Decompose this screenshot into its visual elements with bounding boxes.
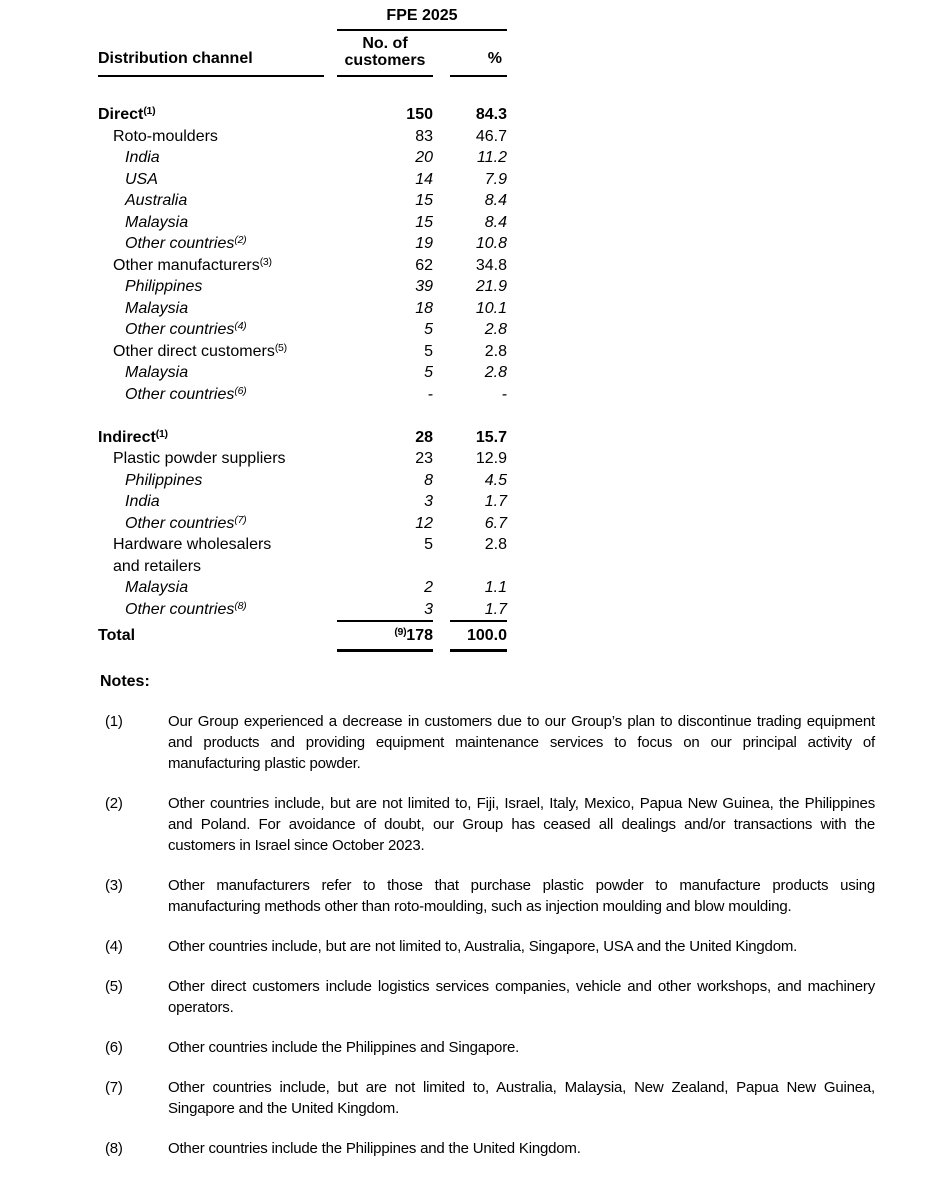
row-customers-value: 15 — [415, 213, 433, 231]
table-row — [98, 126, 507, 148]
note-text: Other countries include the Philippines and Singapore. — [168, 1038, 520, 1056]
table-row — [98, 534, 507, 577]
note-item — [98, 1077, 877, 1119]
table-row — [98, 491, 507, 513]
note-item — [98, 793, 877, 856]
row-column-gap — [433, 255, 450, 277]
row-percent-value: 100.0 — [450, 625, 507, 652]
note-item — [98, 976, 877, 1018]
column-header-percent: % — [450, 49, 507, 77]
row-column-gap — [433, 448, 450, 470]
row-label: Malaysia — [125, 364, 189, 381]
row-column-gap — [433, 319, 450, 341]
note-text: Other countries include, but are not limited to, Fiji, Israel, Italy, Mexico, Papua New Guinea, the Philippines and Poland. For avoidance of doubt, our Group has ceased all dealings and/or transactions with the customers in Israel since October 2023. — [168, 794, 875, 854]
row-customers-value: 20 — [415, 149, 433, 166]
table-row — [98, 513, 507, 535]
row-label: Indirect$^{(1)}$ — [98, 427, 168, 446]
row-column-gap — [433, 362, 450, 384]
row-customers-value: 14 — [415, 170, 433, 188]
row-label: Malaysia — [125, 579, 189, 596]
row-percent-value: 1.7 — [450, 599, 507, 623]
row-label: Total — [98, 627, 136, 644]
table-row — [98, 212, 507, 234]
row-column-gap — [433, 599, 450, 623]
table-row — [98, 470, 507, 492]
row-percent-value: 10.1 — [475, 299, 507, 317]
row-percent-value: 8.4 — [484, 192, 507, 209]
row-percent-value: 2.8 — [484, 321, 507, 338]
note-item — [98, 936, 877, 957]
row-percent-value: 1.7 — [484, 493, 507, 510]
note-text: Our Group experienced a decrease in customers due to our Group’s plan to discontinue trading equipment and products and providing equipment maintenance services to focus on our principal activity of manufacturing plastic powder. — [168, 712, 875, 772]
table-row — [98, 233, 507, 255]
note-item — [98, 1037, 877, 1058]
table-row — [98, 255, 507, 277]
row-customers-value: - — [427, 385, 433, 403]
table-body — [98, 104, 507, 652]
note-number: (2) — [105, 794, 123, 812]
notes-list — [98, 711, 877, 1159]
row-customers-value: 5 — [424, 342, 433, 360]
notes-section — [98, 673, 877, 1159]
row-customers-value: 5 — [424, 536, 433, 553]
row-percent-value: 84.3 — [475, 106, 507, 123]
note-text: Other direct customers include logistics services companies, vehicle and other workshops, and machinery operators. — [168, 977, 875, 1016]
row-percent-value: 1.1 — [484, 579, 507, 596]
row-label: Other direct customers$^{(5)}$ — [113, 341, 287, 360]
row-column-gap — [433, 169, 450, 191]
table-row — [98, 319, 507, 341]
row-column-gap — [433, 147, 450, 169]
row-percent-value: 8.4 — [484, 213, 507, 231]
note-text: Other manufacturers refer to those that purchase plastic powder to manufacture products using manufacturing methods other than roto-moulding, such as injection moulding and blow moulding. — [168, 876, 875, 915]
row-percent-value: 4.5 — [484, 471, 507, 489]
table-row — [98, 362, 507, 384]
row-column-gap — [433, 190, 450, 212]
table-row — [98, 341, 507, 363]
row-column-gap — [433, 298, 450, 320]
table-row — [98, 169, 507, 191]
row-customers-value: 8 — [424, 471, 433, 489]
row-percent-value: 2.8 — [484, 342, 507, 360]
row-column-gap — [433, 104, 450, 126]
note-number: (5) — [105, 977, 123, 995]
table-row — [98, 190, 507, 212]
table-row — [98, 384, 507, 406]
note-number: (1) — [105, 712, 123, 730]
row-column-gap — [433, 341, 450, 363]
row-percent-value: 2.8 — [484, 364, 507, 381]
row-customers-value: 5 — [424, 321, 433, 338]
row-customers-value: 39 — [415, 278, 433, 295]
row-percent-value: 15.7 — [475, 428, 507, 446]
row-customers-value: 19 — [415, 235, 433, 252]
row-label: Other countries$^{(6)}$ — [125, 384, 247, 403]
row-column-gap — [433, 513, 450, 535]
row-percent-value: 2.8 — [484, 536, 507, 553]
table-row — [98, 104, 507, 126]
note-text: Other countries include the Philippines and the United Kingdom. — [168, 1139, 581, 1157]
row-label: Roto-moulders — [113, 127, 218, 145]
row-percent-value: - — [501, 385, 507, 403]
table-row — [98, 147, 507, 169]
note-number: (3) — [105, 876, 123, 894]
row-column-gap — [433, 470, 450, 492]
row-customers-value: 2 — [424, 579, 433, 596]
column-header-customers: No. of customers — [337, 31, 433, 77]
header-spacer — [98, 6, 337, 31]
row-label: Malaysia — [125, 299, 189, 317]
row-column-gap — [433, 276, 450, 298]
note-number: (6) — [105, 1038, 123, 1056]
row-customers-value: 12 — [415, 514, 433, 532]
row-percent-value: 10.8 — [475, 235, 507, 252]
table-header — [98, 6, 507, 77]
row-column-gap — [433, 625, 450, 652]
table-row — [98, 622, 507, 652]
row-customers-value: 150 — [406, 106, 433, 123]
row-label: Australia — [125, 192, 188, 209]
row-column-gap — [433, 427, 450, 449]
row-customers-value: 18 — [415, 299, 433, 317]
notes-heading: Notes: — [100, 672, 150, 690]
row-percent-value: 7.9 — [484, 170, 507, 188]
row-column-gap — [433, 126, 450, 148]
row-customers-value: 5 — [424, 364, 433, 381]
row-label: USA — [125, 170, 158, 188]
row-column-gap — [433, 534, 450, 577]
period-header: FPE 2025 — [337, 6, 507, 31]
row-customers-value: 15 — [415, 192, 433, 209]
row-column-gap — [433, 384, 450, 406]
row-customers-value: 83 — [415, 127, 433, 145]
row-label: India — [125, 493, 160, 510]
row-label: Other countries$^{(2)}$ — [125, 234, 247, 252]
row-column-gap — [433, 491, 450, 513]
note-text: Other countries include, but are not limited to, Australia, Singapore, USA and the United Kingdom. — [168, 937, 798, 955]
table-row-spacer — [98, 405, 507, 427]
row-percent-value: 46.7 — [475, 127, 507, 145]
row-customers-value: 3 — [337, 599, 433, 623]
row-customers-value: 3 — [424, 493, 433, 510]
table-row — [98, 599, 507, 623]
note-item — [98, 711, 877, 774]
row-customers-value: 23 — [415, 450, 433, 467]
table-row — [98, 427, 507, 449]
column-header-channel: Distribution channel — [98, 49, 337, 77]
row-label: Malaysia — [125, 213, 189, 231]
note-number: (7) — [105, 1078, 123, 1096]
row-percent-value: 12.9 — [475, 450, 507, 467]
row-customers-value: 62 — [415, 256, 433, 274]
distribution-channel-table — [98, 6, 507, 652]
row-percent-value: 21.9 — [475, 278, 507, 295]
row-label: Other countries$^{(7)}$ — [125, 513, 247, 532]
row-percent-value: 11.2 — [477, 149, 507, 166]
note-number: (8) — [105, 1139, 123, 1157]
row-label: Philippines — [125, 471, 203, 489]
row-customers-value: $^{(9)}$178 — [337, 625, 433, 652]
row-label: Hardware wholesalers and retailers — [113, 536, 272, 575]
table-row — [98, 577, 507, 599]
note-item — [98, 1138, 877, 1159]
row-column-gap — [433, 577, 450, 599]
row-label: Plastic powder suppliers — [113, 450, 286, 467]
table-row — [98, 298, 507, 320]
note-text: Other countries include, but are not limited to, Australia, Malaysia, New Zealand, Papua New Guinea, Singapore and the United Kingdom. — [168, 1078, 875, 1117]
row-label: Direct$^{(1)}$ — [98, 105, 156, 123]
note-item — [98, 875, 877, 917]
row-column-gap — [433, 212, 450, 234]
table-row — [98, 448, 507, 470]
row-percent-value: 34.8 — [475, 256, 507, 274]
row-label: Other countries$^{(8)}$ — [125, 599, 247, 618]
row-percent-value: 6.7 — [484, 514, 507, 532]
row-label: Philippines — [125, 278, 203, 295]
row-label: Other manufacturers$^{(3)}$ — [113, 255, 272, 274]
row-column-gap — [433, 233, 450, 255]
note-number: (4) — [105, 937, 123, 955]
row-customers-value: 28 — [415, 428, 433, 446]
row-label: India — [125, 149, 160, 166]
table-row — [98, 276, 507, 298]
row-label: Other countries$^{(4)}$ — [125, 320, 247, 338]
